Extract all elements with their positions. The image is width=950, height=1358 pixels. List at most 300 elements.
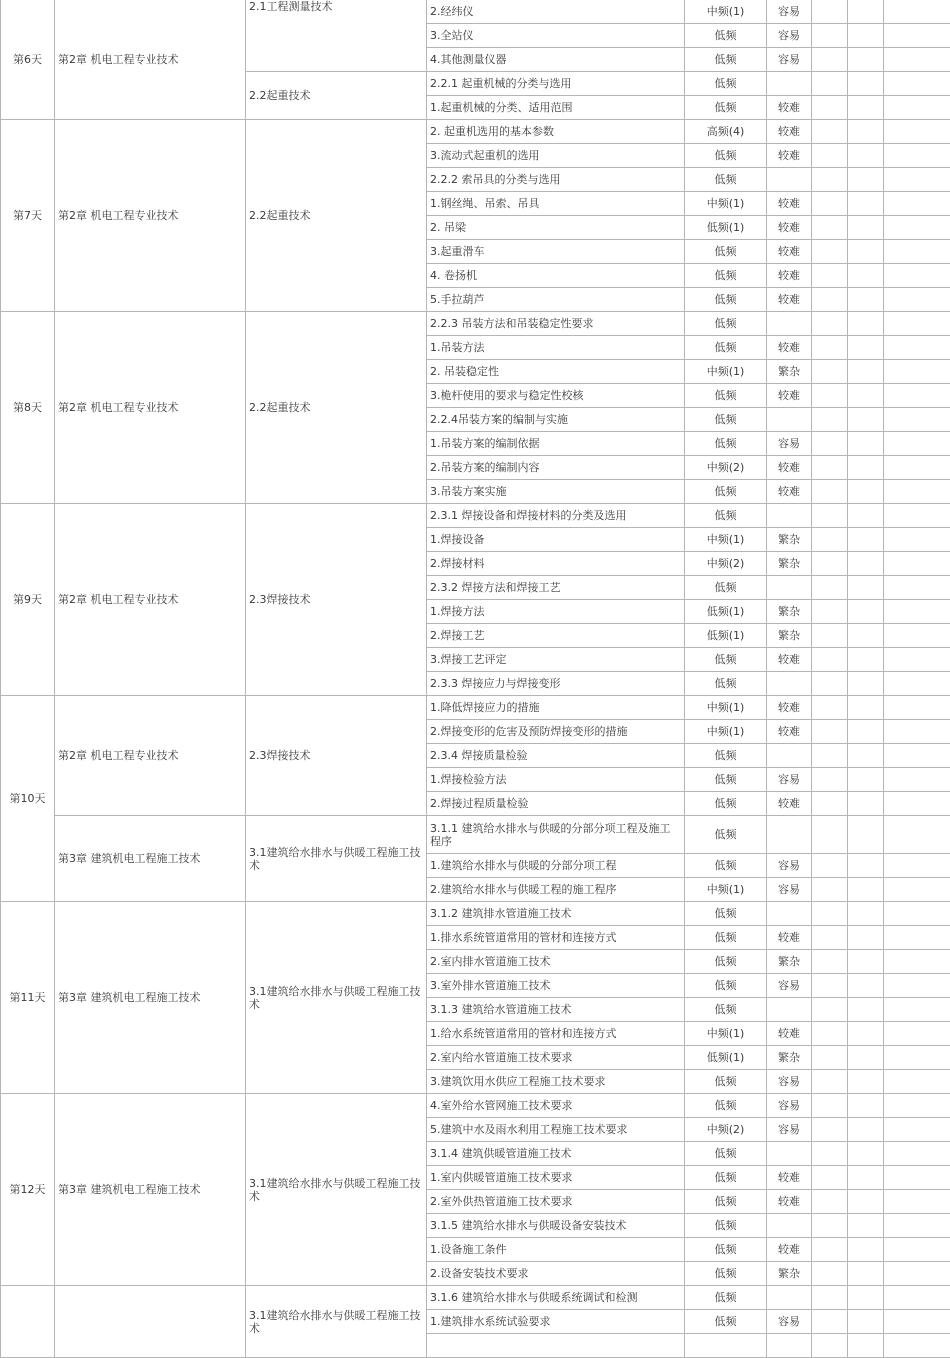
topic-cell: 2. 吊装稳定性 [427, 360, 685, 384]
blank-cell [884, 854, 950, 878]
difficulty-cell: 较难 [767, 216, 812, 240]
table-row [1, 816, 950, 854]
difficulty-cell: 较难 [767, 96, 812, 120]
blank-cell [848, 552, 884, 576]
blank-cell [848, 1094, 884, 1118]
day-cell: 第8天 [1, 312, 55, 504]
blank-cell [812, 480, 848, 504]
difficulty-cell: 繁杂 [767, 360, 812, 384]
blank-cell [848, 576, 884, 600]
frequency-cell: 低频 [685, 312, 767, 336]
blank-cell [884, 408, 950, 432]
frequency-cell: 低频 [685, 1190, 767, 1214]
blank-cell [884, 1190, 950, 1214]
blank-cell [812, 456, 848, 480]
difficulty-cell [767, 998, 812, 1022]
difficulty-cell [767, 576, 812, 600]
difficulty-cell: 较难 [767, 384, 812, 408]
blank-cell [848, 288, 884, 312]
topic-cell: 3.桅杆使用的要求与稳定性校核 [427, 384, 685, 408]
difficulty-cell: 繁杂 [767, 1262, 812, 1286]
blank-cell [848, 1190, 884, 1214]
table-row [1, 902, 950, 926]
blank-cell [812, 120, 848, 144]
blank-cell [884, 360, 950, 384]
topic-cell: 1.给水系统管道常用的管材和连接方式 [427, 1022, 685, 1046]
blank-cell [812, 144, 848, 168]
blank-cell [812, 1286, 848, 1310]
difficulty-cell: 较难 [767, 696, 812, 720]
blank-cell [812, 72, 848, 96]
blank-cell [812, 1118, 848, 1142]
topic-cell: 2. 吊梁 [427, 216, 685, 240]
difficulty-cell [767, 72, 812, 96]
topic-cell: 3.吊装方案实施 [427, 480, 685, 504]
blank-cell [848, 312, 884, 336]
difficulty-cell: 较难 [767, 792, 812, 816]
blank-cell [848, 624, 884, 648]
blank-cell [884, 744, 950, 768]
frequency-cell: 低频 [685, 288, 767, 312]
frequency-cell: 低频 [685, 504, 767, 528]
chapter-cell: 第2章 机电工程专业技术 [55, 696, 246, 816]
difficulty-cell: 繁杂 [767, 600, 812, 624]
difficulty-cell: 容易 [767, 1094, 812, 1118]
frequency-cell: 低频 [685, 648, 767, 672]
blank-cell [884, 1214, 950, 1238]
section-cell: 2.2起重技术 [246, 120, 427, 312]
difficulty-cell: 较难 [767, 1190, 812, 1214]
blank-cell [884, 576, 950, 600]
blank-cell [812, 1334, 848, 1358]
topic-cell: 1.焊接设备 [427, 528, 685, 552]
blank-cell [812, 1214, 848, 1238]
frequency-cell: 低频(1) [685, 1046, 767, 1070]
blank-cell [848, 504, 884, 528]
frequency-cell: 低频 [685, 1262, 767, 1286]
blank-cell [812, 288, 848, 312]
blank-cell [812, 600, 848, 624]
table-row [1, 0, 950, 24]
topic-cell: 1.建筑排水系统试验要求 [427, 1310, 685, 1334]
frequency-cell: 低频 [685, 1238, 767, 1262]
blank-cell [848, 216, 884, 240]
blank-cell [884, 624, 950, 648]
blank-cell [848, 1022, 884, 1046]
frequency-cell: 低频 [685, 1214, 767, 1238]
blank-cell [812, 624, 848, 648]
difficulty-cell [767, 744, 812, 768]
blank-cell [848, 1118, 884, 1142]
topic-cell: 2.2.1 起重机械的分类与选用 [427, 72, 685, 96]
blank-cell [812, 902, 848, 926]
frequency-cell: 低频 [685, 264, 767, 288]
topic-cell: 2.焊接工艺 [427, 624, 685, 648]
blank-cell [848, 672, 884, 696]
blank-cell [812, 792, 848, 816]
topic-cell: 1.吊装方法 [427, 336, 685, 360]
blank-cell [884, 720, 950, 744]
day-cell: 第6天 [1, 0, 55, 120]
frequency-cell: 低频 [685, 144, 767, 168]
topic-cell: 1.吊装方案的编制依据 [427, 432, 685, 456]
chapter-cell: 第2章 机电工程专业技术 [55, 312, 246, 504]
blank-cell [848, 1142, 884, 1166]
blank-cell [848, 1214, 884, 1238]
blank-cell [848, 24, 884, 48]
difficulty-cell: 较难 [767, 192, 812, 216]
topic-cell: 2. 起重机选用的基本参数 [427, 120, 685, 144]
frequency-cell: 低频 [685, 1094, 767, 1118]
difficulty-cell: 繁杂 [767, 950, 812, 974]
blank-cell [848, 768, 884, 792]
topic-cell: 2.焊接过程质量检验 [427, 792, 685, 816]
blank-cell [812, 1022, 848, 1046]
difficulty-cell [767, 312, 812, 336]
topic-cell: 4. 卷扬机 [427, 264, 685, 288]
topic-cell: 5.手拉葫芦 [427, 288, 685, 312]
blank-cell [812, 926, 848, 950]
frequency-cell: 低频 [685, 48, 767, 72]
blank-cell [848, 648, 884, 672]
blank-cell [884, 1118, 950, 1142]
blank-cell [812, 552, 848, 576]
blank-cell [812, 1094, 848, 1118]
blank-cell [884, 600, 950, 624]
blank-cell [812, 48, 848, 72]
difficulty-cell: 容易 [767, 854, 812, 878]
section-cell: 2.2起重技术 [246, 72, 427, 120]
topic-cell: 2.焊接变形的危害及预防焊接变形的措施 [427, 720, 685, 744]
chapter-cell: 第3章 建筑机电工程施工技术 [55, 816, 246, 902]
blank-cell [884, 528, 950, 552]
blank-cell [884, 192, 950, 216]
blank-cell [812, 168, 848, 192]
blank-cell [884, 902, 950, 926]
blank-cell [884, 336, 950, 360]
difficulty-cell: 较难 [767, 336, 812, 360]
frequency-cell: 低频 [685, 926, 767, 950]
blank-cell [884, 1238, 950, 1262]
blank-cell [812, 528, 848, 552]
topic-cell: 3.1.1 建筑给水排水与供暖的分部分项工程及施工程序 [427, 816, 685, 854]
day-cell: 第9天 [1, 504, 55, 696]
blank-cell [848, 384, 884, 408]
frequency-cell: 低频 [685, 816, 767, 854]
frequency-cell: 低频 [685, 1166, 767, 1190]
blank-cell [848, 480, 884, 504]
frequency-cell: 高频(4) [685, 120, 767, 144]
blank-cell [884, 240, 950, 264]
frequency-cell: 低频 [685, 744, 767, 768]
difficulty-cell: 较难 [767, 926, 812, 950]
blank-cell [884, 1310, 950, 1334]
blank-cell [848, 792, 884, 816]
blank-cell [848, 1286, 884, 1310]
blank-cell [812, 974, 848, 998]
frequency-cell: 中频(2) [685, 1118, 767, 1142]
difficulty-cell: 较难 [767, 1022, 812, 1046]
blank-cell [848, 878, 884, 902]
blank-cell [848, 336, 884, 360]
frequency-cell: 低频 [685, 902, 767, 926]
blank-cell [884, 432, 950, 456]
blank-cell [812, 24, 848, 48]
blank-cell [848, 264, 884, 288]
blank-cell [884, 264, 950, 288]
frequency-cell: 中频(2) [685, 456, 767, 480]
difficulty-cell: 容易 [767, 768, 812, 792]
topic-cell: 2.室外供热管道施工技术要求 [427, 1190, 685, 1214]
section-cell: 3.1建筑给水排水与供暖工程施工技术 [246, 1286, 427, 1358]
blank-cell [848, 720, 884, 744]
frequency-cell: 低频 [685, 24, 767, 48]
blank-cell [884, 504, 950, 528]
blank-cell [884, 0, 950, 24]
frequency-cell: 低频 [685, 576, 767, 600]
blank-cell [812, 216, 848, 240]
difficulty-cell: 较难 [767, 288, 812, 312]
blank-cell [884, 1334, 950, 1358]
blank-cell [812, 336, 848, 360]
difficulty-cell: 容易 [767, 0, 812, 24]
blank-cell [848, 854, 884, 878]
blank-cell [848, 528, 884, 552]
topic-cell: 3.全站仪 [427, 24, 685, 48]
blank-cell [812, 1142, 848, 1166]
blank-cell [812, 576, 848, 600]
section-cell: 2.1工程测量技术 [246, 0, 427, 72]
blank-cell [848, 48, 884, 72]
blank-cell [812, 950, 848, 974]
blank-cell [848, 1334, 884, 1358]
blank-cell [812, 744, 848, 768]
frequency-cell: 低频 [685, 1310, 767, 1334]
blank-cell [812, 720, 848, 744]
blank-cell [848, 1238, 884, 1262]
topic-cell: 1.钢丝绳、吊索、吊具 [427, 192, 685, 216]
day-cell [1, 1286, 55, 1358]
frequency-cell: 低频 [685, 1070, 767, 1094]
frequency-cell: 低频 [685, 854, 767, 878]
blank-cell [884, 878, 950, 902]
chapter-cell: 第3章 建筑机电工程施工技术 [55, 1094, 246, 1286]
difficulty-cell: 繁杂 [767, 1046, 812, 1070]
blank-cell [848, 144, 884, 168]
difficulty-cell: 容易 [767, 974, 812, 998]
blank-cell [812, 96, 848, 120]
blank-cell [812, 1070, 848, 1094]
blank-cell [812, 998, 848, 1022]
difficulty-cell: 较难 [767, 264, 812, 288]
blank-cell [884, 792, 950, 816]
frequency-cell: 中频(1) [685, 360, 767, 384]
topic-cell: 1.焊接检验方法 [427, 768, 685, 792]
topic-cell: 3.1.5 建筑给水排水与供暖设备安装技术 [427, 1214, 685, 1238]
blank-cell [812, 312, 848, 336]
topic-cell: 3.建筑饮用水供应工程施工技术要求 [427, 1070, 685, 1094]
frequency-cell: 中频(1) [685, 878, 767, 902]
frequency-cell: 低频(1) [685, 624, 767, 648]
frequency-cell: 低频 [685, 1142, 767, 1166]
difficulty-cell: 较难 [767, 456, 812, 480]
difficulty-cell: 容易 [767, 1070, 812, 1094]
blank-cell [884, 168, 950, 192]
blank-cell [884, 696, 950, 720]
blank-cell [848, 72, 884, 96]
blank-cell [812, 648, 848, 672]
topic-cell: 1.室内供暖管道施工技术要求 [427, 1166, 685, 1190]
topic-cell: 1.排水系统管道常用的管材和连接方式 [427, 926, 685, 950]
topic-cell: 3.1.4 建筑供暖管道施工技术 [427, 1142, 685, 1166]
section-cell: 2.3焊接技术 [246, 504, 427, 696]
frequency-cell: 中频(1) [685, 192, 767, 216]
blank-cell [812, 1166, 848, 1190]
blank-cell [848, 816, 884, 854]
blank-cell [848, 120, 884, 144]
study-plan-body [1, 0, 950, 1358]
blank-cell [812, 1190, 848, 1214]
frequency-cell: 中频(2) [685, 552, 767, 576]
topic-cell: 2.室内排水管道施工技术 [427, 950, 685, 974]
topic-cell: 1.起重机械的分类、适用范围 [427, 96, 685, 120]
topic-cell: 2.3.4 焊接质量检验 [427, 744, 685, 768]
chapter-cell [55, 1286, 246, 1358]
table-row [1, 1094, 950, 1118]
chapter-cell: 第2章 机电工程专业技术 [55, 0, 246, 120]
blank-cell [812, 504, 848, 528]
blank-cell [884, 144, 950, 168]
blank-cell [848, 902, 884, 926]
blank-cell [812, 854, 848, 878]
topic-cell: 1.降低焊接应力的措施 [427, 696, 685, 720]
blank-cell [884, 480, 950, 504]
frequency-cell: 中频(1) [685, 720, 767, 744]
blank-cell [848, 360, 884, 384]
difficulty-cell: 较难 [767, 1238, 812, 1262]
topic-cell: 4.其他测量仪器 [427, 48, 685, 72]
chapter-cell: 第3章 建筑机电工程施工技术 [55, 902, 246, 1094]
frequency-cell: 低频 [685, 998, 767, 1022]
frequency-cell: 低频 [685, 96, 767, 120]
difficulty-cell: 容易 [767, 48, 812, 72]
frequency-cell: 中频(1) [685, 0, 767, 24]
difficulty-cell [767, 1334, 812, 1358]
frequency-cell: 低频 [685, 792, 767, 816]
frequency-cell: 低频 [685, 672, 767, 696]
day-cell: 第7天 [1, 120, 55, 312]
topic-cell: 5.建筑中水及雨水利用工程施工技术要求 [427, 1118, 685, 1142]
blank-cell [884, 998, 950, 1022]
blank-cell [884, 48, 950, 72]
blank-cell [812, 768, 848, 792]
difficulty-cell [767, 1142, 812, 1166]
topic-cell: 3.1.6 建筑给水排水与供暖系统调试和检测 [427, 1286, 685, 1310]
topic-cell: 3.1.2 建筑排水管道施工技术 [427, 902, 685, 926]
topic-cell: 2.设备安装技术要求 [427, 1262, 685, 1286]
blank-cell [812, 384, 848, 408]
difficulty-cell: 容易 [767, 1118, 812, 1142]
difficulty-cell: 繁杂 [767, 528, 812, 552]
blank-cell [848, 408, 884, 432]
frequency-cell: 低频 [685, 974, 767, 998]
blank-cell [812, 672, 848, 696]
topic-cell: 1.建筑给水排水与供暖的分部分项工程 [427, 854, 685, 878]
blank-cell [848, 192, 884, 216]
difficulty-cell: 繁杂 [767, 552, 812, 576]
blank-cell [848, 950, 884, 974]
blank-cell [884, 120, 950, 144]
blank-cell [884, 96, 950, 120]
blank-cell [884, 950, 950, 974]
blank-cell [848, 1046, 884, 1070]
blank-cell [812, 878, 848, 902]
topic-cell [427, 1334, 685, 1358]
difficulty-cell: 较难 [767, 240, 812, 264]
blank-cell [848, 96, 884, 120]
difficulty-cell: 容易 [767, 1310, 812, 1334]
frequency-cell: 低频 [685, 336, 767, 360]
frequency-cell: 低频 [685, 384, 767, 408]
difficulty-cell: 较难 [767, 120, 812, 144]
blank-cell [812, 1310, 848, 1334]
frequency-cell: 低频(1) [685, 600, 767, 624]
blank-cell [884, 312, 950, 336]
topic-cell: 2.2.3 吊装方法和吊装稳定性要求 [427, 312, 685, 336]
blank-cell [848, 168, 884, 192]
frequency-cell: 低频 [685, 408, 767, 432]
difficulty-cell: 容易 [767, 24, 812, 48]
blank-cell [812, 816, 848, 854]
table-row [1, 1286, 950, 1310]
section-cell: 3.1建筑给水排水与供暖工程施工技术 [246, 816, 427, 902]
blank-cell [848, 456, 884, 480]
frequency-cell: 低频 [685, 480, 767, 504]
chapter-cell: 第2章 机电工程专业技术 [55, 120, 246, 312]
blank-cell [848, 600, 884, 624]
blank-cell [884, 816, 950, 854]
day-cell: 第10天 [1, 696, 55, 902]
table-row [1, 696, 950, 720]
section-cell: 3.1建筑给水排水与供暖工程施工技术 [246, 902, 427, 1094]
topic-cell: 2.2.2 索吊具的分类与选用 [427, 168, 685, 192]
topic-cell: 1.焊接方法 [427, 600, 685, 624]
topic-cell: 2.经纬仪 [427, 0, 685, 24]
difficulty-cell [767, 902, 812, 926]
blank-cell [848, 1310, 884, 1334]
difficulty-cell [767, 816, 812, 854]
frequency-cell: 低频 [685, 1286, 767, 1310]
topic-cell: 3.起重滑车 [427, 240, 685, 264]
section-cell: 3.1建筑给水排水与供暖工程施工技术 [246, 1094, 427, 1286]
blank-cell [848, 1166, 884, 1190]
difficulty-cell [767, 672, 812, 696]
topic-cell: 3.流动式起重机的选用 [427, 144, 685, 168]
blank-cell [812, 696, 848, 720]
blank-cell [884, 216, 950, 240]
frequency-cell: 中频(1) [685, 696, 767, 720]
blank-cell [884, 768, 950, 792]
frequency-cell: 低频 [685, 432, 767, 456]
topic-cell: 2.建筑给水排水与供暖工程的施工程序 [427, 878, 685, 902]
blank-cell [848, 974, 884, 998]
blank-cell [884, 926, 950, 950]
frequency-cell: 低频 [685, 72, 767, 96]
frequency-cell: 低频 [685, 168, 767, 192]
difficulty-cell: 容易 [767, 878, 812, 902]
blank-cell [884, 974, 950, 998]
blank-cell [884, 384, 950, 408]
